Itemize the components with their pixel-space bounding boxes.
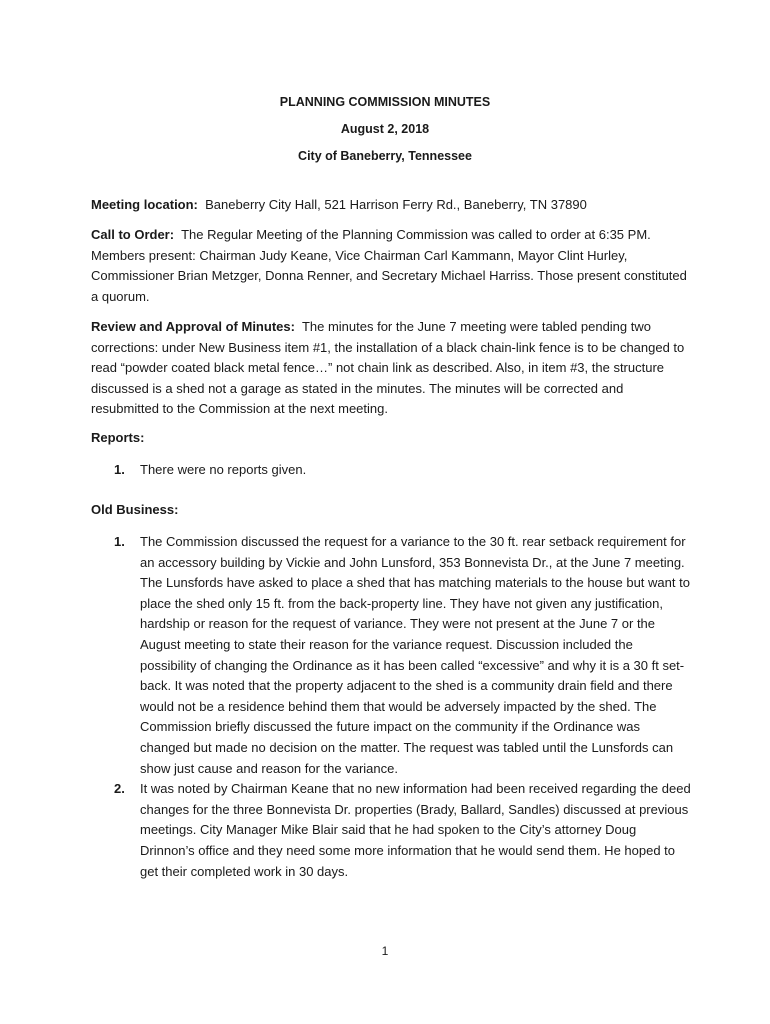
list-item — [91, 779, 691, 882]
page-number: 1 — [381, 944, 389, 958]
list-item-number: 2. — [114, 781, 125, 797]
meeting-date: August 2, 2018 — [340, 122, 430, 136]
call-to-order-text: The Regular Meeting of the Planning Commission was called to order at 6:35 PM. Members present: Chairman Judy Keane, Vice Chairman Carl Kammann, Mayor Clint Hurley, Commissioner Brian Metzger, Donna Renner, and Secretary Michael Harriss. Those present constituted a quorum. — [91, 227, 687, 304]
list-item — [91, 460, 691, 481]
review-minutes-text: The minutes for the June 7 meeting were tabled pending two corrections: under New Business item #1, the installation of a black chain-link fence is to be changed to read “powder coated black metal fence…” not chain link as described. Also, in item #3, the structure discussed is a shed not a garage as stated in the minutes. The minutes will be corrected and resubmitted to the Commission at the next meeting. — [91, 319, 685, 417]
list-item-number: 1. — [114, 534, 125, 549]
list-item-text: The Commission discussed the request for a variance to the 30 ft. rear setback requirement for an accessory building by Vickie and John Lunsford, 353 Bonnevista Dr., at the June 7 meeting. The Lunsfords have asked to place a shed that has matching materials to the house but want to place the shed only 15 ft. from the back-property line. They have not given any justification, hardship or reason for the request of variance. They were not present at the June 7 or the August meeting to state their reason for the variance request. Discussion included the possibility of changing the Ordinance as it has been called “excessive” and why it is a 30 ft set-back. It was noted that the property adjacent to the shed is a community drain field and there would not be a residence behind them that would be adversely impacted by the shed. The Commission briefly discussed the future impact on the community if the Ordinance was changed but made no decision on the matter. The request was tabled until the Lunsfords can show just cause and reason for the variance. — [140, 534, 690, 776]
city-name: City of Baneberry, Tennessee — [298, 149, 472, 163]
reports-heading: Reports: — [91, 430, 145, 445]
old-business-heading: Old Business: — [91, 502, 179, 517]
review-minutes-label: Review and Approval of Minutes: — [91, 319, 295, 334]
list-item-text: It was noted by Chairman Keane that no new information had been received regarding the deed changes for the three Bonnevista Dr. properties (Brady, Ballard, Sandles) discussed at previous meetings. City Manager Mike Blair said that he had spoken to the City’s attorney Doug Drinnon’s office and they need some more information that he would send them. He hoped to get their completed work in 30 days. — [140, 781, 691, 879]
list-item-text: There were no reports given. — [140, 462, 307, 477]
old-business-list — [91, 532, 691, 882]
meeting-location-label: Meeting location: — [91, 197, 198, 212]
review-minutes-paragraph — [91, 317, 689, 420]
meeting-location-text: Baneberry City Hall, 521 Harrison Ferry Rd., Baneberry, TN 37890 — [205, 197, 587, 212]
list-item — [91, 532, 691, 779]
call-to-order-paragraph — [91, 225, 689, 307]
list-item-number: 1. — [114, 462, 125, 477]
call-to-order-label: Call to Order: — [91, 227, 175, 242]
reports-list — [91, 460, 691, 481]
document-title: PLANNING COMMISSION MINUTES — [279, 95, 491, 109]
meeting-location-paragraph — [91, 195, 689, 216]
